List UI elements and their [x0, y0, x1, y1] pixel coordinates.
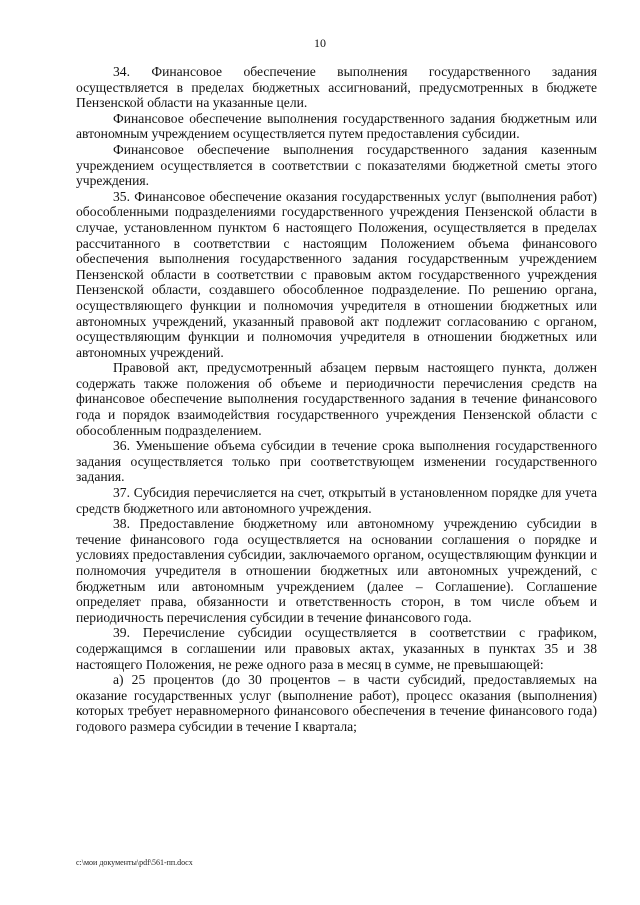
paragraph-39-item-a: а) 25 процентов (до 30 процентов – в части субсидий, предоставляемых на оказание государственных услуг (выполнение работ), процесс оказания (выполнения) которых требует неравномерного финансового обеспечения в течение финансового года) годового размера субсидии в течение I квартала;: [76, 672, 597, 734]
footer-file-path: c:\мои документы\pdf\561-пп.docx: [76, 858, 193, 867]
paragraph-39: 39. Перечисление субсидии осуществляется в соответствии с графиком, содержащимся в соглашении или правовых актах, указанных в пунктах 35 и 38 настоящего Положения, не реже одного раза в месяц в сумме, не превышающей:: [76, 625, 597, 672]
paragraph-34: 34. Финансовое обеспечение выполнения государственного задания осуществляется в пределах бюджетных ассигнований, предусмотренных в бюджете Пензенской области на указанные цели.: [76, 64, 597, 111]
document-body: [76, 64, 597, 735]
paragraph-35-legal-act: Правовой акт, предусмотренный абзацем первым настоящего пункта, должен содержать также положения об объеме и периодичности перечисления средств на финансовое обеспечение выполнения государственного задания в течение финансового года и порядок взаимодействия государственного учреждения Пензенской области с обособленным подразделением.: [76, 360, 597, 438]
paragraph-35: 35. Финансовое обеспечение оказания государственных услуг (выполнения работ) обособленными подразделениями государственного учреждения Пензенской области в случае, установленном пунктом 6 настоящего Положения, осуществляется в пределах рассчитанного в соответствии с настоящим Положением объема финансового обеспечения выполнения государственного задания государственным учреждением Пензенской области в соответствии с правовым актом государственного учреждения Пензенской области, создавшего обособленное подразделение. По решению органа, осуществляющего функции и полномочия учредителя в отношении бюджетных или автономных учреждений, указанный правовой акт подлежит согласованию с органом, осуществляющим функции и полномочия учредителя в отношении бюджетных или автономных учреждений.: [76, 188, 597, 360]
paragraph-38: 38. Предоставление бюджетному или автономному учреждению субсидии в течение финансового года осуществляется на основании соглашения о порядке и условиях предоставления субсидии, заключаемого органом, осуществляющим функции и полномочия учредителя в отношении бюджетных или автономных учреждений, с бюджетным или автономным учреждением (далее – Соглашение). Соглашение определяет права, обязанности и ответственность сторон, в том числе объем и периодичность перечисления субсидии в течение финансового года.: [76, 516, 597, 625]
paragraph-34-state-institution: Финансовое обеспечение выполнения государственного задания казенным учреждением осуществляется в соответствии с показателями бюджетной сметы этого учреждения.: [76, 141, 597, 189]
paragraph-34-budget-subsidy: Финансовое обеспечение выполнения государственного задания бюджетным или автономным учреждением осуществляется путем предоставления субсидии.: [76, 110, 597, 142]
page-number: 10: [314, 36, 326, 50]
paragraph-37: 37. Субсидия перечисляется на счет, открытый в установленном порядке для учета средств бюджетного или автономного учреждения.: [76, 485, 597, 516]
paragraph-36: 36. Уменьшение объема субсидии в течение срока выполнения государственного задания осуществляется только при соответствующем изменении государственного задания.: [76, 438, 597, 485]
